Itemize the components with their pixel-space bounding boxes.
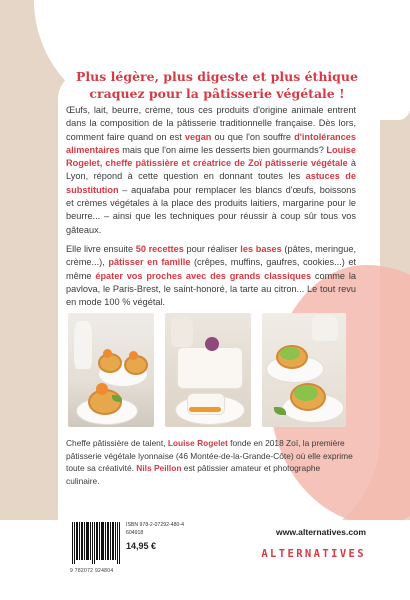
- cake-shape: [177, 347, 243, 389]
- headline-line-2: craquez pour la pâtisserie végétale !: [89, 86, 345, 101]
- photo-entremets-cake: [165, 313, 251, 427]
- contents-text-3: (pâtes, meringue, crème...),: [66, 244, 356, 268]
- publisher-logo: ALTERNATIVES: [261, 548, 366, 560]
- highlight-bases: les bases: [240, 244, 282, 254]
- cup-shape: [171, 317, 193, 347]
- price: 14,95 €: [126, 541, 157, 551]
- highlight-author-name: Louise Rogelet: [167, 438, 228, 448]
- contents-text-2: pour réaliser: [183, 244, 241, 254]
- contents-text-1: Elle livre ensuite: [66, 244, 136, 254]
- intro-text-1: Œufs, lait, beurre, crème, tous ces produits d'origine animale entrent dans la composition de la pâtisserie traditionnelle française. Dès lors, comment faire quand on est: [66, 105, 356, 142]
- highlight-author-intro: Louise Rogelet, cheffe pâtissière et créatrice de Zoï pâtisserie végétale: [66, 144, 356, 169]
- photo-green-tartlets: [262, 313, 346, 427]
- apricot-shape: [96, 383, 108, 395]
- contents-text-4: (crêpes, muffins, gaufres, cookies...) et même: [66, 257, 356, 281]
- isbn-text: ISBN 978-2-07292-480-4: [126, 522, 184, 528]
- highlight-intolerances: d'intolérances alimentaires: [66, 131, 356, 155]
- headline: [70, 68, 364, 102]
- headline-line-1: Plus légère, plus digeste et plus éthique: [76, 69, 358, 84]
- publisher-website: www.alternatives.com: [276, 527, 366, 537]
- vase-shape: [74, 321, 92, 369]
- barcode-number: 9 782072 924804: [70, 568, 114, 574]
- product-code: 604918: [126, 530, 144, 536]
- vase-shape: [312, 315, 338, 341]
- authors-text-2: fonde en 2018 Zoï, la première pâtisserie végétale lyonnaise (46 Montée-de-la-Grande-Côte) où elle exprime toute sa créativité.: [66, 438, 353, 474]
- contents-paragraph: [66, 243, 356, 309]
- isbn-block: [126, 521, 184, 537]
- green-filling-shape: [294, 385, 318, 401]
- authors-paragraph: [66, 437, 356, 487]
- highlight-vegan: vegan: [184, 131, 212, 142]
- apricot-shape: [103, 349, 112, 358]
- intro-text-3: mais que l'on aime les desserts bien gourmands?: [119, 144, 327, 155]
- intro-text-4: à Lyon, répond à cette question en donnant toutes les: [66, 158, 356, 182]
- photo-apricot-tartlets: [68, 313, 154, 427]
- leaf-shape: [274, 407, 286, 415]
- authors-text-3: est pâtissier amateur et photographe culinaire.: [66, 463, 321, 486]
- contents-text-5: comme la pavlova, le Paris-Brest, le saint-honoré, la tarte au citron... Le tout revu en mode 100 % végétal.: [66, 270, 356, 308]
- passion-fruit-shape: [205, 337, 219, 351]
- apricot-shape: [129, 351, 138, 360]
- intro-text-5: – aquafaba pour remplacer les blancs d'œufs, boissons et crèmes végétales à la place des produits laitiers, margarine pour le beurre... – ainsi que les techniques pour réussir à coup sûr tous vos gâteaux.: [66, 184, 356, 235]
- highlight-recipes: 50 recettes: [135, 244, 184, 254]
- authors-text-1: Cheffe pâtissière de talent,: [66, 438, 168, 448]
- highlight-classics: épater vos proches avec des grands classiques: [95, 270, 312, 281]
- highlight-substitution: astuces de substitution: [66, 171, 357, 195]
- intro-paragraph: [66, 104, 356, 237]
- barcode-icon: [70, 520, 122, 568]
- glaze-layer-shape: [189, 407, 221, 412]
- intro-text-2: ou que l'on souffre: [211, 131, 295, 142]
- highlight-photographer-name: Nils Peillon: [136, 463, 182, 474]
- green-filling-shape: [280, 347, 300, 360]
- highlight-family: pâtisser en famille: [108, 257, 191, 268]
